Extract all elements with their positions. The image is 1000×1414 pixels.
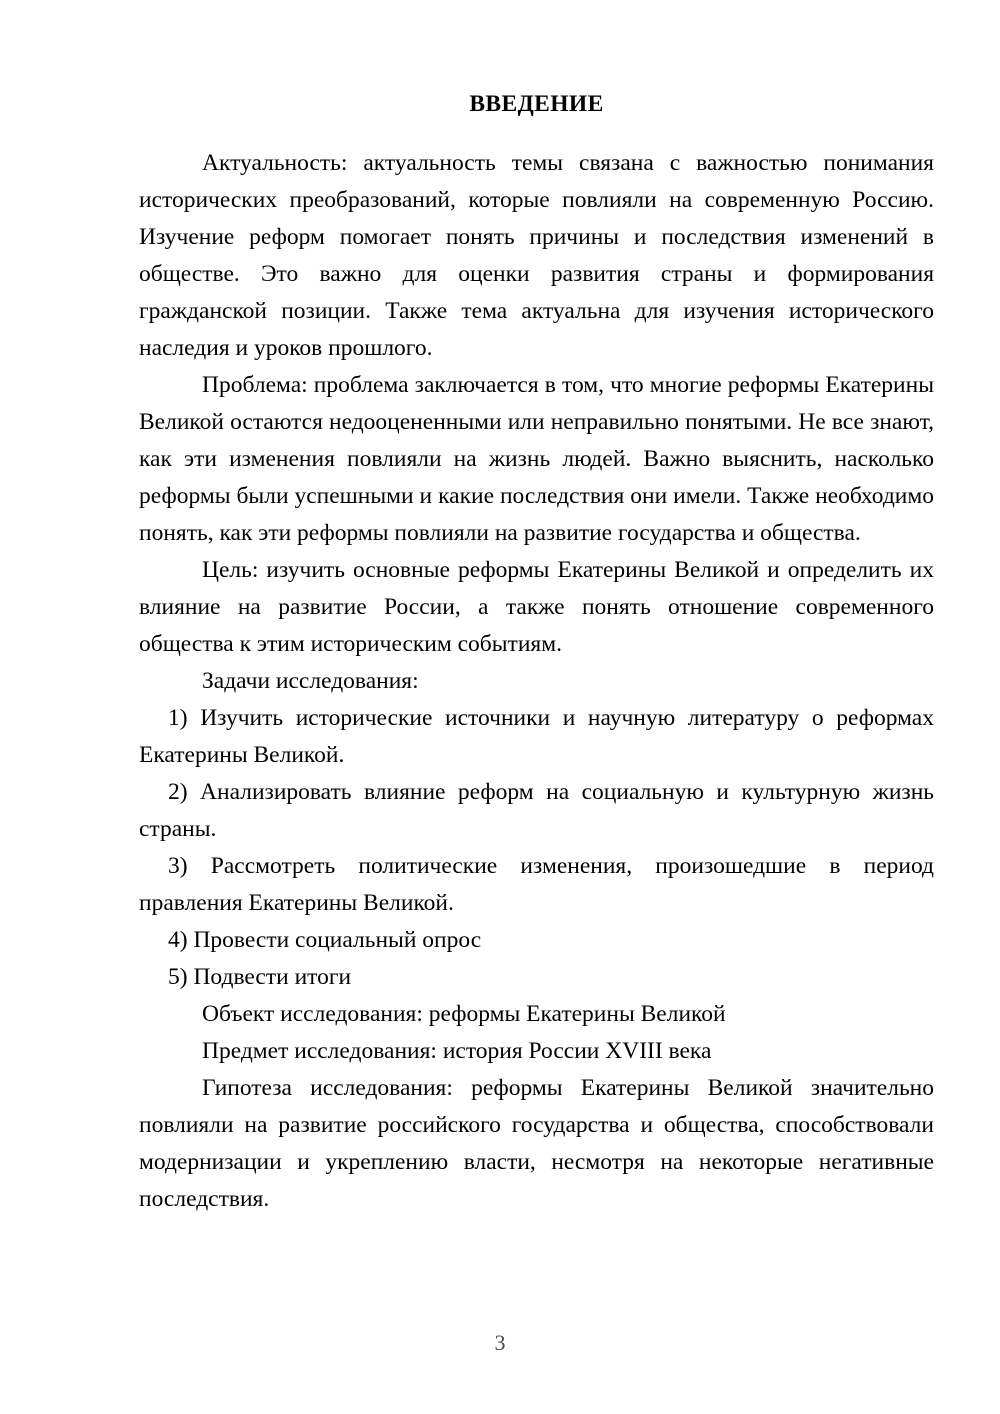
page-number: 3 — [494, 1330, 506, 1355]
document-body — [139, 86, 934, 1218]
paragraph-hypothesis: Гипотеза исследования: реформы Екатерины Великой значительно повлияли на развитие российского государства и общества, способствовали модернизации и укреплению власти, несмотря на некоторые негативные последствия. — [139, 1075, 934, 1212]
tasks-label: Задачи исследования: — [202, 668, 419, 694]
task-item-1: 1) Изучить исторические источники и научную литературу о реформах Екатерины Великой. — [139, 705, 934, 768]
paragraph-relevance: Актуальность: актуальность темы связана с важностью понимания исторических преобразований, которые повлияли на современную Россию. Изучение реформ помогает понять причины и последствия изменений в обществе. Это важно для оценки развития страны и формирования гражданской позиции. Также тема актуальна для изучения исторического наследия и уроков прошлого. — [139, 150, 934, 361]
task-item-3: 3) Рассмотреть политические изменения, произошедшие в период правления Екатерины Великой. — [139, 853, 934, 916]
task-item-4: 4) Провести социальный опрос — [168, 927, 482, 953]
research-object: Объект исследования: реформы Екатерины Великой — [202, 1001, 726, 1027]
paragraph-goal: Цель: изучить основные реформы Екатерины Великой и определить их влияние на развитие России, а также понять отношение современного общества к этим историческим событиям. — [139, 557, 934, 657]
task-item-2: 2) Анализировать влияние реформ на социальную и культурную жизнь страны. — [139, 779, 934, 842]
research-subject: Предмет исследования: история России XVIII века — [202, 1038, 712, 1064]
task-item-5: 5) Подвести итоги — [168, 964, 352, 990]
paragraph-problem: Проблема: проблема заключается в том, что многие реформы Екатерины Великой остаются недооцененными или неправильно понятыми. Не все знают, как эти изменения повлияли на жизнь людей. Важно выяснить, насколько реформы были успешными и какие последствия они имели. Также необходимо понять, как эти реформы повлияли на развитие государства и общества. — [139, 372, 934, 546]
page-title: ВВЕДЕНИЕ — [469, 91, 604, 117]
